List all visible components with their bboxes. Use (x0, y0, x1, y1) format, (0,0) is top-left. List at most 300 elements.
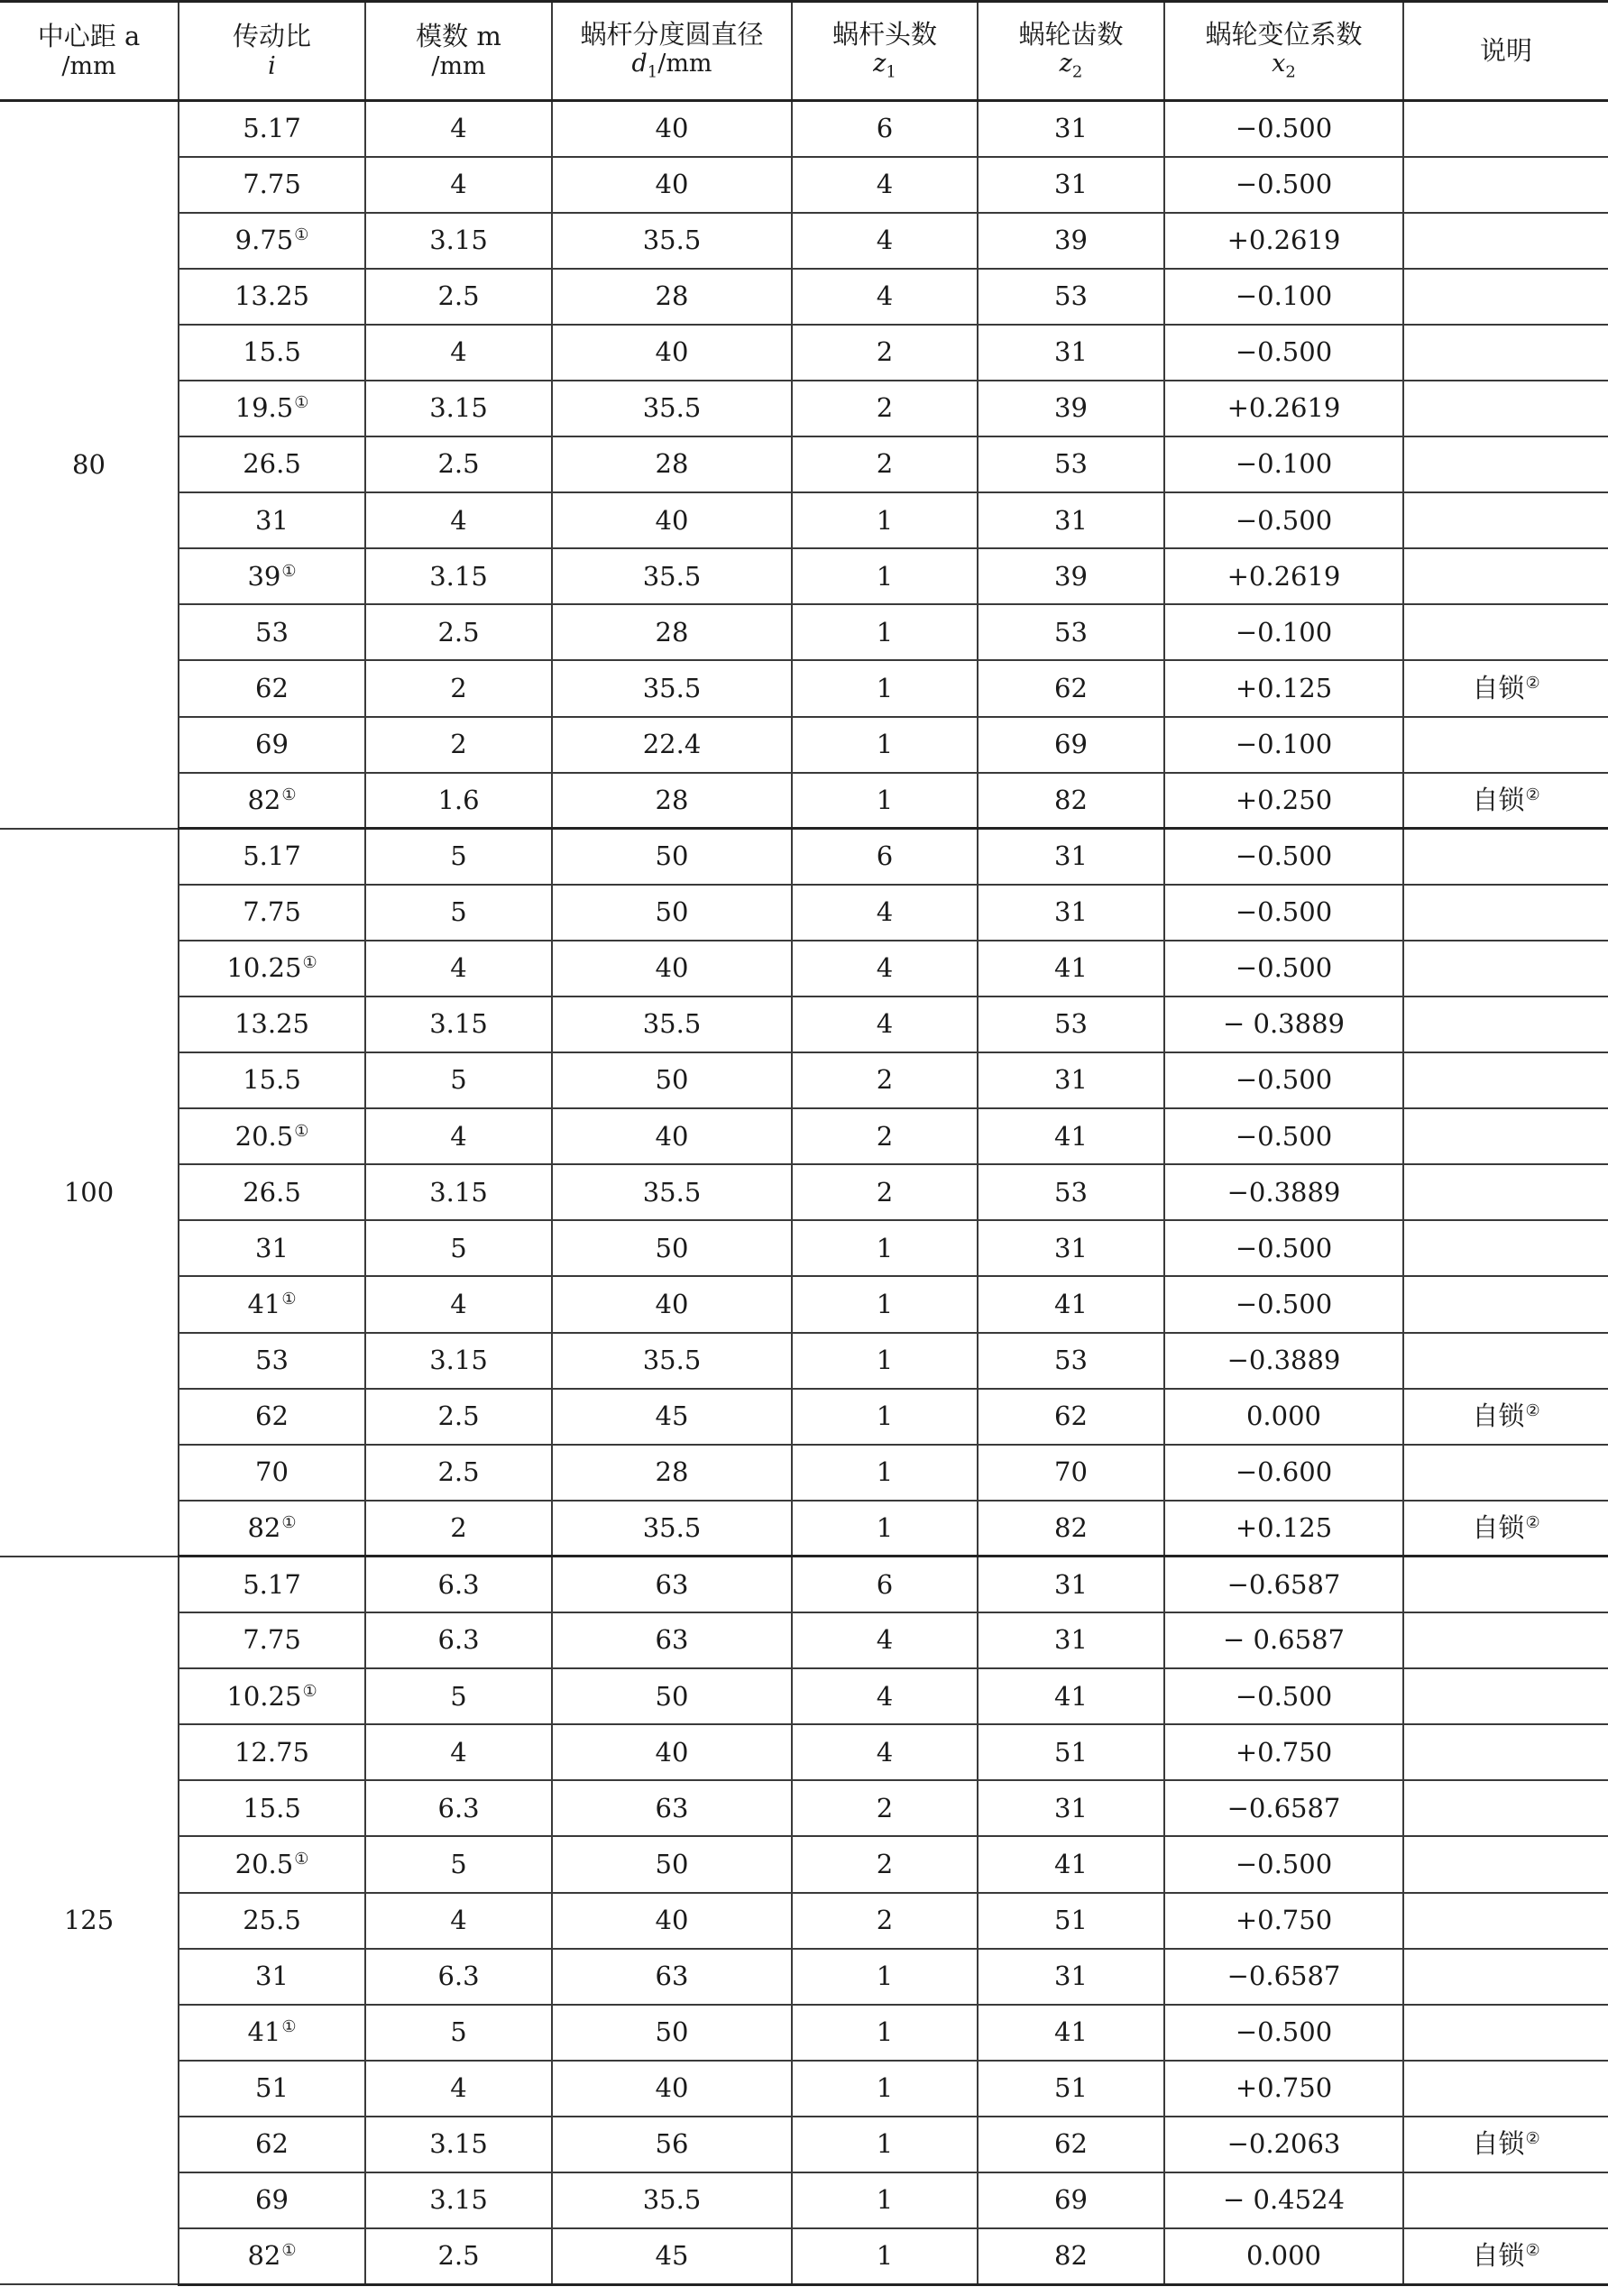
footnote-mark: ① (281, 785, 297, 804)
module-cell-value: 4 (450, 1904, 467, 1935)
ratio-cell (179, 1724, 365, 1780)
worm-diameter-cell (552, 213, 792, 269)
module-cell (365, 1893, 552, 1949)
module-cell-value: 4 (450, 336, 467, 368)
footnote-mark: ② (1525, 1401, 1540, 1421)
worm-diameter-cell-value: 40 (655, 336, 689, 368)
table-row (0, 773, 1608, 829)
worm-diameter-cell-value: 50 (655, 1680, 689, 1712)
ratio-cell (179, 2172, 365, 2228)
worm-diameter-cell-value: 28 (655, 448, 689, 480)
wheel-teeth-cell (978, 2005, 1164, 2061)
table-row (0, 1052, 1608, 1108)
wheel-teeth-cell-value: 62 (1054, 672, 1088, 703)
shift-coefficient-cell-value: −0.6587 (1227, 1568, 1341, 1600)
ratio-cell (179, 436, 365, 492)
worm-starts-cell-value: 4 (876, 1624, 894, 1656)
wheel-teeth-cell-value: 41 (1054, 2016, 1088, 2048)
wheel-teeth-cell (978, 1724, 1164, 1780)
worm-starts-cell-value: 1 (876, 504, 894, 536)
wheel-teeth-cell (978, 1612, 1164, 1668)
shift-coefficient-cell (1164, 101, 1403, 157)
table-row (0, 660, 1608, 716)
worm-diameter-cell-value: 50 (655, 1064, 689, 1096)
note-cell (1403, 269, 1608, 325)
shift-coefficient-cell (1164, 1949, 1403, 2005)
worm-diameter-cell-value: 56 (655, 2128, 689, 2160)
worm-diameter-cell-value: 50 (655, 1232, 689, 1263)
worm-diameter-cell (552, 1501, 792, 1557)
ratio-cell-value: 15.5 (243, 1064, 301, 1096)
wheel-teeth-cell (978, 1276, 1164, 1332)
module-cell-value: 2.5 (437, 616, 480, 647)
note-cell (1403, 717, 1608, 773)
worm-diameter-cell-value: 40 (655, 1736, 689, 1768)
shift-coefficient-cell (1164, 269, 1403, 325)
header-worm-starts: 蜗杆头数 $z_1$ (792, 2, 978, 101)
shift-coefficient-cell (1164, 213, 1403, 269)
wheel-teeth-cell (978, 829, 1164, 885)
shift-coefficient-cell (1164, 1108, 1403, 1164)
shift-coefficient-cell (1164, 1276, 1403, 1332)
module-cell-value: 2.5 (437, 1456, 480, 1488)
note-cell (1403, 1557, 1608, 1612)
shift-coefficient-cell-value: −0.100 (1235, 728, 1333, 759)
module-cell-value: 6.3 (437, 1624, 480, 1656)
worm-diameter-cell-value: 35.5 (642, 560, 702, 592)
note-cell (1403, 2005, 1608, 2061)
header-note: 说明 (1403, 2, 1608, 101)
worm-starts-cell-value: 1 (876, 1511, 894, 1543)
ratio-cell (179, 1389, 365, 1445)
module-cell (365, 269, 552, 325)
ratio-cell-value: 51 (255, 2072, 289, 2104)
worm-starts-cell-value: 2 (876, 448, 894, 480)
shift-coefficient-cell-value: −0.500 (1235, 896, 1333, 928)
wheel-teeth-cell (978, 660, 1164, 716)
shift-coefficient-cell (1164, 325, 1403, 381)
note-cell (1403, 2172, 1608, 2228)
module-cell (365, 492, 552, 548)
module-cell (365, 436, 552, 492)
wheel-teeth-cell-value: 41 (1054, 952, 1088, 984)
shift-coefficient-cell-value: −0.6587 (1227, 1792, 1341, 1823)
module-cell-value: 3.15 (429, 560, 488, 592)
wheel-teeth-cell-value: 53 (1054, 448, 1088, 480)
ratio-cell-value: 7.75 (243, 896, 301, 928)
worm-starts-cell-value: 4 (876, 896, 894, 928)
worm-diameter-cell-value: 40 (655, 1904, 689, 1935)
table-row (0, 381, 1608, 436)
worm-diameter-cell (552, 492, 792, 548)
shift-coefficient-cell (1164, 1333, 1403, 1389)
module-cell (365, 548, 552, 604)
worm-starts-cell-value: 2 (876, 1904, 894, 1935)
worm-starts-cell (792, 1724, 978, 1780)
worm-starts-cell (792, 1557, 978, 1612)
worm-diameter-cell (552, 1836, 792, 1892)
worm-starts-cell (792, 1052, 978, 1108)
worm-diameter-cell (552, 829, 792, 885)
worm-starts-cell-value: 1 (876, 672, 894, 703)
table-row (0, 1220, 1608, 1276)
worm-starts-cell-value: 6 (876, 1568, 894, 1600)
worm-starts-cell (792, 2117, 978, 2172)
footnote-mark: ① (281, 2017, 297, 2037)
worm-starts-cell (792, 101, 978, 157)
shift-coefficient-cell-value: +0.2619 (1227, 560, 1341, 592)
shift-coefficient-cell (1164, 941, 1403, 996)
note-cell (1403, 1836, 1608, 1892)
module-cell (365, 2117, 552, 2172)
shift-coefficient-cell (1164, 2228, 1403, 2284)
note-cell (1403, 996, 1608, 1052)
shift-coefficient-cell-value: −0.500 (1235, 1680, 1333, 1712)
wheel-teeth-cell-value: 39 (1054, 560, 1088, 592)
ratio-cell (179, 1108, 365, 1164)
table-row (0, 2117, 1608, 2172)
wheel-teeth-cell-value: 31 (1054, 1792, 1088, 1823)
table-row (0, 1333, 1608, 1389)
note-cell (1403, 1612, 1608, 1668)
note-cell (1403, 1164, 1608, 1220)
wheel-teeth-cell (978, 269, 1164, 325)
module-cell (365, 1445, 552, 1501)
worm-diameter-cell (552, 436, 792, 492)
shift-coefficient-cell (1164, 1836, 1403, 1892)
worm-diameter-cell-value: 40 (655, 168, 689, 199)
module-cell-value: 3.15 (429, 1176, 488, 1208)
shift-coefficient-cell-value: −0.500 (1235, 1288, 1333, 1319)
module-cell-value: 6.3 (437, 1792, 480, 1823)
worm-diameter-cell (552, 325, 792, 381)
shift-coefficient-cell-value: −0.500 (1235, 2016, 1333, 2048)
worm-starts-cell-value: 1 (876, 2128, 894, 2160)
worm-diameter-cell (552, 1389, 792, 1445)
worm-starts-cell (792, 829, 978, 885)
worm-diameter-cell-value: 35.5 (642, 2184, 702, 2216)
note-cell (1403, 1333, 1608, 1389)
worm-diameter-cell-value: 45 (655, 1401, 689, 1432)
worm-diameter-cell-value: 50 (655, 1848, 689, 1879)
worm-starts-cell-value: 4 (876, 952, 894, 984)
shift-coefficient-cell (1164, 2117, 1403, 2172)
module-cell-value: 5 (450, 2016, 467, 2048)
center-distance-cell (0, 1557, 179, 2284)
shift-coefficient-cell-value: −0.500 (1235, 168, 1333, 199)
worm-diameter-cell (552, 101, 792, 157)
note-cell (1403, 1501, 1608, 1557)
table-row (0, 1276, 1608, 1332)
module-cell-value: 2.5 (437, 448, 480, 480)
ratio-cell (179, 829, 365, 885)
shift-coefficient-cell (1164, 2005, 1403, 2061)
worm-starts-cell (792, 1668, 978, 1724)
ratio-cell-value: 70 (255, 1456, 289, 1488)
shift-coefficient-cell (1164, 996, 1403, 1052)
shift-coefficient-cell-value: − 0.3889 (1223, 1008, 1345, 1040)
footnote-mark: ① (281, 1512, 297, 1532)
note-cell (1403, 1445, 1608, 1501)
wheel-teeth-cell (978, 325, 1164, 381)
wheel-teeth-cell-value: 82 (1054, 1511, 1088, 1543)
module-cell (365, 157, 552, 213)
note-cell (1403, 157, 1608, 213)
table-row (0, 829, 1608, 885)
module-cell-value: 3.15 (429, 2184, 488, 2216)
center-distance-cell-value: 125 (63, 1904, 115, 1935)
wheel-teeth-cell-value: 39 (1054, 225, 1088, 256)
worm-diameter-cell-value: 50 (655, 2016, 689, 2048)
module-cell (365, 1220, 552, 1276)
worm-diameter-cell-value: 35.5 (642, 1344, 702, 1375)
module-cell-value: 4 (450, 168, 467, 199)
wheel-teeth-cell (978, 1220, 1164, 1276)
ratio-cell (179, 325, 365, 381)
module-cell-value: 2.5 (437, 280, 480, 312)
worm-diameter-cell (552, 1724, 792, 1780)
worm-diameter-cell (552, 2117, 792, 2172)
shift-coefficient-cell (1164, 1501, 1403, 1557)
shift-coefficient-cell (1164, 660, 1403, 716)
shift-coefficient-cell-value: −0.600 (1235, 1456, 1333, 1488)
wheel-teeth-cell (978, 2061, 1164, 2117)
wheel-teeth-cell (978, 1108, 1164, 1164)
ratio-cell-value: 20.5 (234, 1120, 294, 1152)
wheel-teeth-cell-value: 31 (1054, 1064, 1088, 1096)
worm-starts-cell (792, 436, 978, 492)
worm-starts-cell (792, 492, 978, 548)
ratio-cell (179, 101, 365, 157)
worm-starts-cell-value: 2 (876, 1064, 894, 1096)
module-cell (365, 941, 552, 996)
shift-coefficient-cell (1164, 157, 1403, 213)
wheel-teeth-cell-value: 51 (1054, 1904, 1088, 1935)
table-row (0, 1780, 1608, 1836)
ratio-cell-value: 15.5 (243, 336, 301, 368)
worm-starts-cell-value: 6 (876, 840, 894, 872)
worm-diameter-cell (552, 2061, 792, 2117)
ratio-cell-value: 7.75 (243, 1624, 301, 1656)
note-cell (1403, 660, 1608, 716)
shift-coefficient-cell (1164, 717, 1403, 773)
module-cell (365, 1724, 552, 1780)
header-module: 模数 m /mm (365, 2, 552, 101)
worm-starts-cell-value: 4 (876, 1736, 894, 1768)
worm-starts-cell (792, 213, 978, 269)
ratio-cell-value: 39 (247, 560, 281, 592)
worm-starts-cell-value: 1 (876, 1344, 894, 1375)
module-cell (365, 1389, 552, 1445)
table-row (0, 996, 1608, 1052)
shift-coefficient-cell (1164, 436, 1403, 492)
footnote-mark: ① (281, 1289, 297, 1309)
module-cell (365, 829, 552, 885)
worm-starts-cell (792, 996, 978, 1052)
module-cell-value: 2.5 (437, 1401, 480, 1432)
worm-diameter-cell-value: 40 (655, 2072, 689, 2104)
worm-starts-cell-value: 1 (876, 1232, 894, 1263)
shift-coefficient-cell-value: −0.6587 (1227, 1960, 1341, 1991)
worm-diameter-cell (552, 660, 792, 716)
worm-starts-cell (792, 381, 978, 436)
shift-coefficient-cell-value: +0.750 (1235, 2072, 1333, 2104)
module-cell-value: 5 (450, 896, 467, 928)
wheel-teeth-cell-value: 41 (1054, 1288, 1088, 1319)
wheel-teeth-cell-value: 53 (1054, 1008, 1088, 1040)
ratio-cell (179, 1276, 365, 1332)
table-row (0, 1612, 1608, 1668)
table-row (0, 717, 1608, 773)
note-cell-value: 自锁 (1472, 1511, 1525, 1543)
ratio-cell (179, 1445, 365, 1501)
shift-coefficient-cell (1164, 1780, 1403, 1836)
worm-starts-cell-value: 1 (876, 2240, 894, 2272)
worm-diameter-cell-value: 28 (655, 784, 689, 815)
ratio-cell-value: 13.25 (234, 1008, 310, 1040)
table-row (0, 2172, 1608, 2228)
worm-diameter-cell (552, 996, 792, 1052)
ratio-cell (179, 1893, 365, 1949)
wheel-teeth-cell (978, 1557, 1164, 1612)
ratio-cell (179, 269, 365, 325)
shift-coefficient-cell-value: −0.100 (1235, 280, 1333, 312)
wheel-teeth-cell-value: 82 (1054, 784, 1088, 815)
module-cell (365, 604, 552, 660)
table-row (0, 1445, 1608, 1501)
footnote-mark: ① (294, 1121, 309, 1141)
module-cell (365, 381, 552, 436)
worm-diameter-cell-value: 40 (655, 952, 689, 984)
worm-diameter-cell (552, 548, 792, 604)
shift-coefficient-cell-value: −0.500 (1235, 1120, 1333, 1152)
worm-diameter-cell-value: 63 (655, 1960, 689, 1991)
shift-coefficient-cell-value: −0.500 (1235, 113, 1333, 144)
table-row (0, 1501, 1608, 1557)
note-cell (1403, 548, 1608, 604)
module-cell-value: 6.3 (437, 1568, 480, 1600)
module-cell-value: 4 (450, 2072, 467, 2104)
note-cell (1403, 436, 1608, 492)
note-cell (1403, 2061, 1608, 2117)
wheel-teeth-cell-value: 53 (1054, 616, 1088, 647)
worm-starts-cell-value: 4 (876, 1008, 894, 1040)
worm-starts-cell-value: 1 (876, 1456, 894, 1488)
worm-diameter-cell-value: 22.4 (642, 728, 702, 759)
worm-starts-cell (792, 1893, 978, 1949)
shift-coefficient-cell-value: +0.125 (1235, 1511, 1333, 1543)
ratio-cell (179, 157, 365, 213)
worm-diameter-cell (552, 1668, 792, 1724)
note-cell (1403, 2117, 1608, 2172)
table-body (0, 101, 1608, 2285)
shift-coefficient-cell (1164, 1164, 1403, 1220)
worm-diameter-cell-value: 35.5 (642, 672, 702, 703)
worm-starts-cell (792, 1333, 978, 1389)
worm-starts-cell-value: 1 (876, 1401, 894, 1432)
worm-diameter-cell (552, 604, 792, 660)
ratio-cell-value: 31 (255, 504, 289, 536)
wheel-teeth-cell-value: 31 (1054, 336, 1088, 368)
wheel-teeth-cell-value: 31 (1054, 1624, 1088, 1656)
worm-starts-cell-value: 1 (876, 784, 894, 815)
ratio-cell-value: 53 (255, 616, 289, 647)
worm-diameter-cell-value: 63 (655, 1624, 689, 1656)
worm-starts-cell (792, 269, 978, 325)
module-cell-value: 5 (450, 1064, 467, 1096)
shift-coefficient-cell-value: 0.000 (1245, 1401, 1322, 1432)
header-center-distance: 中心距 a /mm (0, 2, 179, 101)
shift-coefficient-cell-value: −0.500 (1235, 336, 1333, 368)
shift-coefficient-cell (1164, 829, 1403, 885)
table-row (0, 492, 1608, 548)
wheel-teeth-cell (978, 604, 1164, 660)
wheel-teeth-cell (978, 1501, 1164, 1557)
footnote-mark: ① (294, 225, 309, 245)
wheel-teeth-cell-value: 31 (1054, 1568, 1088, 1600)
ratio-cell-value: 5.17 (243, 1568, 301, 1600)
footnote-mark: ② (1525, 2241, 1540, 2261)
ratio-cell (179, 381, 365, 436)
ratio-cell (179, 604, 365, 660)
wheel-teeth-cell (978, 213, 1164, 269)
worm-diameter-cell (552, 381, 792, 436)
shift-coefficient-cell-value: +0.2619 (1227, 392, 1341, 424)
ratio-cell (179, 213, 365, 269)
ratio-cell (179, 548, 365, 604)
worm-starts-cell-value: 1 (876, 1288, 894, 1319)
shift-coefficient-cell-value: +0.750 (1235, 1904, 1333, 1935)
module-cell (365, 996, 552, 1052)
worm-diameter-cell-value: 35.5 (642, 225, 702, 256)
footnote-mark: ① (294, 1849, 309, 1869)
ratio-cell (179, 492, 365, 548)
wheel-teeth-cell (978, 436, 1164, 492)
shift-coefficient-cell (1164, 1220, 1403, 1276)
table-row (0, 2061, 1608, 2117)
worm-starts-cell (792, 1108, 978, 1164)
wheel-teeth-cell-value: 62 (1054, 2128, 1088, 2160)
worm-diameter-cell-value: 40 (655, 1288, 689, 1319)
worm-starts-cell-value: 2 (876, 1176, 894, 1208)
module-cell-value: 4 (450, 113, 467, 144)
worm-diameter-cell (552, 885, 792, 941)
module-cell-value: 3.15 (429, 225, 488, 256)
ratio-cell-value: 13.25 (234, 280, 310, 312)
ratio-cell-value: 15.5 (243, 1792, 301, 1823)
worm-starts-cell-value: 4 (876, 280, 894, 312)
worm-diameter-cell (552, 1164, 792, 1220)
table-row (0, 101, 1608, 157)
note-cell (1403, 941, 1608, 996)
footnote-mark: ① (302, 1681, 317, 1701)
shift-coefficient-cell (1164, 773, 1403, 829)
footnote-mark: ① (281, 2241, 297, 2261)
ratio-cell-value: 5.17 (243, 840, 301, 872)
center-distance-cell-value: 100 (63, 1176, 115, 1208)
table-row (0, 1668, 1608, 1724)
module-cell-value: 3.15 (429, 2128, 488, 2160)
module-cell-value: 5 (450, 1680, 467, 1712)
note-cell (1403, 213, 1608, 269)
worm-starts-cell-value: 1 (876, 728, 894, 759)
module-cell (365, 1780, 552, 1836)
footnote-mark: ① (294, 393, 309, 413)
module-cell (365, 1501, 552, 1557)
module-cell (365, 885, 552, 941)
ratio-cell (179, 2005, 365, 2061)
ratio-cell (179, 1164, 365, 1220)
